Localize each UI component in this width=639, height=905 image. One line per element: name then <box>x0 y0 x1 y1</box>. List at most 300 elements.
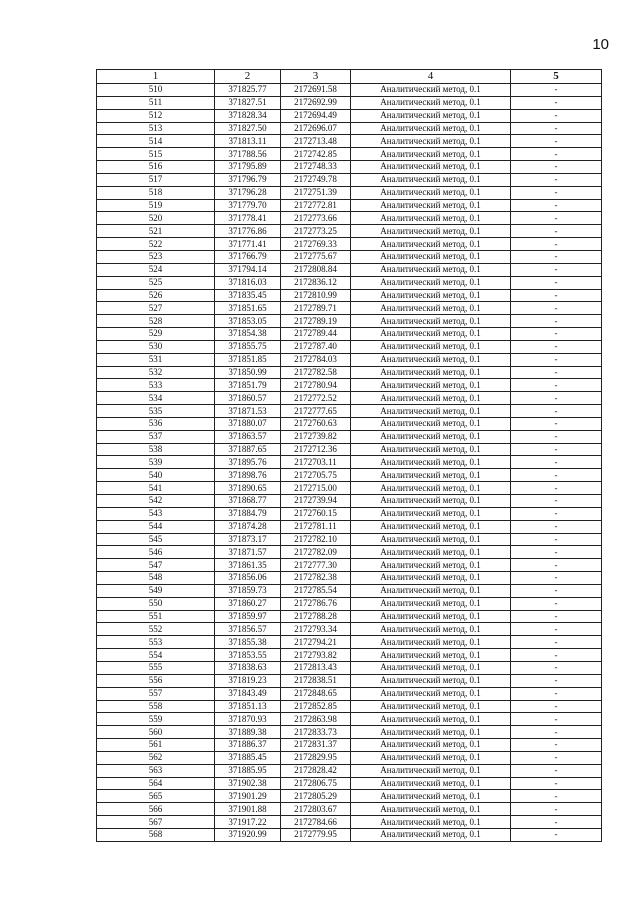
table-row <box>97 302 602 315</box>
table-row <box>97 726 602 739</box>
cell-y: 2172828.42 <box>281 764 351 777</box>
cell-point-number: 566 <box>97 803 215 816</box>
cell-method: Аналитический метод, 0.1 <box>351 700 511 713</box>
cell-method: Аналитический метод, 0.1 <box>351 610 511 623</box>
table-row <box>97 533 602 546</box>
cell-y: 2172789.71 <box>281 302 351 315</box>
cell-method: Аналитический метод, 0.1 <box>351 726 511 739</box>
table-row <box>97 328 602 341</box>
table-row <box>97 84 602 97</box>
cell-method: Аналитический метод, 0.1 <box>351 507 511 520</box>
table-row <box>97 674 602 687</box>
cell-description: - <box>511 777 602 790</box>
cell-description: - <box>511 482 602 495</box>
cell-point-number: 521 <box>97 225 215 238</box>
cell-method: Аналитический метод, 0.1 <box>351 623 511 636</box>
cell-method: Аналитический метод, 0.1 <box>351 135 511 148</box>
table-row <box>97 828 602 841</box>
cell-description: - <box>511 173 602 186</box>
cell-description: - <box>511 828 602 841</box>
cell-y: 2172777.65 <box>281 405 351 418</box>
cell-description: - <box>511 469 602 482</box>
cell-description: - <box>511 250 602 263</box>
table-row <box>97 546 602 559</box>
cell-x: 371901.29 <box>215 790 281 803</box>
cell-point-number: 510 <box>97 84 215 97</box>
cell-y: 2172785.54 <box>281 584 351 597</box>
table-row <box>97 430 602 443</box>
table-body <box>97 84 602 842</box>
cell-description: - <box>511 405 602 418</box>
cell-y: 2172779.95 <box>281 828 351 841</box>
cell-description: - <box>511 623 602 636</box>
cell-point-number: 533 <box>97 379 215 392</box>
cell-x: 371843.49 <box>215 687 281 700</box>
cell-method: Аналитический метод, 0.1 <box>351 225 511 238</box>
cell-y: 2172781.11 <box>281 520 351 533</box>
cell-x: 371835.45 <box>215 289 281 302</box>
cell-y: 2172749.78 <box>281 173 351 186</box>
cell-x: 371863.57 <box>215 430 281 443</box>
cell-description: - <box>511 212 602 225</box>
cell-method: Аналитический метод, 0.1 <box>351 584 511 597</box>
cell-point-number: 536 <box>97 417 215 430</box>
cell-x: 371851.79 <box>215 379 281 392</box>
cell-point-number: 512 <box>97 109 215 122</box>
cell-method: Аналитический метод, 0.1 <box>351 263 511 276</box>
cell-x: 371776.86 <box>215 225 281 238</box>
table-row <box>97 148 602 161</box>
cell-description: - <box>511 238 602 251</box>
cell-y: 2172784.03 <box>281 353 351 366</box>
cell-x: 371884.79 <box>215 507 281 520</box>
cell-y: 2172831.37 <box>281 739 351 752</box>
cell-description: - <box>511 96 602 109</box>
cell-y: 2172810.99 <box>281 289 351 302</box>
cell-point-number: 535 <box>97 405 215 418</box>
cell-method: Аналитический метод, 0.1 <box>351 751 511 764</box>
cell-y: 2172782.10 <box>281 533 351 546</box>
cell-method: Аналитический метод, 0.1 <box>351 816 511 829</box>
cell-method: Аналитический метод, 0.1 <box>351 315 511 328</box>
cell-method: Аналитический метод, 0.1 <box>351 456 511 469</box>
cell-description: - <box>511 199 602 212</box>
cell-point-number: 514 <box>97 135 215 148</box>
cell-y: 2172805.29 <box>281 790 351 803</box>
cell-x: 371860.57 <box>215 392 281 405</box>
cell-x: 371861.35 <box>215 559 281 572</box>
column-header-y: 3 <box>281 70 351 84</box>
cell-x: 371796.79 <box>215 173 281 186</box>
table-row <box>97 315 602 328</box>
cell-x: 371827.50 <box>215 122 281 135</box>
cell-description: - <box>511 674 602 687</box>
cell-x: 371825.77 <box>215 84 281 97</box>
cell-description: - <box>511 751 602 764</box>
cell-method: Аналитический метод, 0.1 <box>351 366 511 379</box>
cell-x: 371917.22 <box>215 816 281 829</box>
cell-point-number: 523 <box>97 250 215 263</box>
cell-y: 2172760.63 <box>281 417 351 430</box>
cell-x: 371851.65 <box>215 302 281 315</box>
cell-description: - <box>511 507 602 520</box>
cell-point-number: 559 <box>97 713 215 726</box>
cell-method: Аналитический метод, 0.1 <box>351 122 511 135</box>
table-row <box>97 353 602 366</box>
cell-x: 371788.56 <box>215 148 281 161</box>
cell-method: Аналитический метод, 0.1 <box>351 661 511 674</box>
cell-y: 2172775.67 <box>281 250 351 263</box>
cell-y: 2172772.52 <box>281 392 351 405</box>
cell-description: - <box>511 687 602 700</box>
cell-point-number: 556 <box>97 674 215 687</box>
table-row <box>97 713 602 726</box>
cell-description: - <box>511 610 602 623</box>
cell-y: 2172782.38 <box>281 572 351 585</box>
cell-y: 2172742.85 <box>281 148 351 161</box>
cell-method: Аналитический метод, 0.1 <box>351 289 511 302</box>
cell-x: 371795.89 <box>215 161 281 174</box>
cell-point-number: 548 <box>97 572 215 585</box>
cell-point-number: 516 <box>97 161 215 174</box>
cell-x: 371856.57 <box>215 623 281 636</box>
cell-x: 371890.65 <box>215 482 281 495</box>
cell-description: - <box>511 739 602 752</box>
cell-description: - <box>511 443 602 456</box>
coordinates-table <box>96 69 602 842</box>
table-row <box>97 790 602 803</box>
cell-description: - <box>511 700 602 713</box>
cell-method: Аналитический метод, 0.1 <box>351 572 511 585</box>
table-row <box>97 649 602 662</box>
cell-y: 2172793.34 <box>281 623 351 636</box>
cell-description: - <box>511 186 602 199</box>
cell-point-number: 557 <box>97 687 215 700</box>
cell-x: 371850.99 <box>215 366 281 379</box>
cell-y: 2172789.19 <box>281 315 351 328</box>
cell-x: 371851.85 <box>215 353 281 366</box>
table-row <box>97 238 602 251</box>
table-row <box>97 340 602 353</box>
table-row <box>97 405 602 418</box>
cell-y: 2172694.49 <box>281 109 351 122</box>
cell-x: 371838.63 <box>215 661 281 674</box>
table-row <box>97 764 602 777</box>
cell-point-number: 551 <box>97 610 215 623</box>
cell-y: 2172787.40 <box>281 340 351 353</box>
table-row <box>97 186 602 199</box>
cell-method: Аналитический метод, 0.1 <box>351 559 511 572</box>
cell-method: Аналитический метод, 0.1 <box>351 328 511 341</box>
cell-description: - <box>511 135 602 148</box>
cell-point-number: 564 <box>97 777 215 790</box>
cell-description: - <box>511 726 602 739</box>
cell-description: - <box>511 109 602 122</box>
cell-x: 371794.14 <box>215 263 281 276</box>
table-row <box>97 520 602 533</box>
column-header-point-number: 1 <box>97 70 215 84</box>
cell-description: - <box>511 340 602 353</box>
table-row <box>97 456 602 469</box>
cell-x: 371860.27 <box>215 597 281 610</box>
table-row <box>97 366 602 379</box>
table-row <box>97 469 602 482</box>
cell-y: 2172780.94 <box>281 379 351 392</box>
cell-method: Аналитический метод, 0.1 <box>351 250 511 263</box>
cell-description: - <box>511 584 602 597</box>
cell-y: 2172782.58 <box>281 366 351 379</box>
table-row <box>97 687 602 700</box>
table-row <box>97 495 602 508</box>
cell-point-number: 532 <box>97 366 215 379</box>
cell-point-number: 543 <box>97 507 215 520</box>
header-row <box>97 70 602 84</box>
cell-method: Аналитический метод, 0.1 <box>351 687 511 700</box>
cell-description: - <box>511 495 602 508</box>
cell-x: 371885.95 <box>215 764 281 777</box>
cell-point-number: 542 <box>97 495 215 508</box>
cell-point-number: 525 <box>97 276 215 289</box>
cell-point-number: 540 <box>97 469 215 482</box>
cell-point-number: 554 <box>97 649 215 662</box>
table-header <box>97 70 602 84</box>
cell-y: 2172692.99 <box>281 96 351 109</box>
cell-y: 2172769.33 <box>281 238 351 251</box>
cell-x: 371779.70 <box>215 199 281 212</box>
cell-method: Аналитический метод, 0.1 <box>351 764 511 777</box>
table-row <box>97 173 602 186</box>
cell-description: - <box>511 122 602 135</box>
cell-description: - <box>511 225 602 238</box>
cell-y: 2172793.82 <box>281 649 351 662</box>
cell-method: Аналитический метод, 0.1 <box>351 520 511 533</box>
cell-point-number: 520 <box>97 212 215 225</box>
table-row <box>97 739 602 752</box>
table-row <box>97 751 602 764</box>
cell-y: 2172789.44 <box>281 328 351 341</box>
cell-y: 2172836.12 <box>281 276 351 289</box>
cell-y: 2172691.58 <box>281 84 351 97</box>
cell-description: - <box>511 302 602 315</box>
cell-y: 2172806.75 <box>281 777 351 790</box>
cell-point-number: 562 <box>97 751 215 764</box>
table-row <box>97 584 602 597</box>
cell-description: - <box>511 597 602 610</box>
cell-method: Аналитический метод, 0.1 <box>351 392 511 405</box>
cell-point-number: 529 <box>97 328 215 341</box>
cell-description: - <box>511 559 602 572</box>
cell-point-number: 561 <box>97 739 215 752</box>
cell-y: 2172863.98 <box>281 713 351 726</box>
table-row <box>97 443 602 456</box>
cell-x: 371902.38 <box>215 777 281 790</box>
page-number: 10 <box>592 36 609 53</box>
table-row <box>97 803 602 816</box>
cell-method: Аналитический метод, 0.1 <box>351 379 511 392</box>
cell-y: 2172833.73 <box>281 726 351 739</box>
cell-description: - <box>511 533 602 546</box>
cell-x: 371871.57 <box>215 546 281 559</box>
cell-description: - <box>511 392 602 405</box>
cell-point-number: 524 <box>97 263 215 276</box>
column-header-description: 5 <box>511 70 602 84</box>
cell-y: 2172808.84 <box>281 263 351 276</box>
cell-description: - <box>511 366 602 379</box>
cell-y: 2172803.67 <box>281 803 351 816</box>
table-row <box>97 96 602 109</box>
cell-x: 371796.28 <box>215 186 281 199</box>
cell-description: - <box>511 456 602 469</box>
table-row <box>97 777 602 790</box>
cell-method: Аналитический метод, 0.1 <box>351 649 511 662</box>
cell-point-number: 518 <box>97 186 215 199</box>
cell-y: 2172782.09 <box>281 546 351 559</box>
cell-method: Аналитический метод, 0.1 <box>351 803 511 816</box>
table-row <box>97 661 602 674</box>
cell-description: - <box>511 546 602 559</box>
cell-x: 371898.76 <box>215 469 281 482</box>
cell-y: 2172813.43 <box>281 661 351 674</box>
cell-method: Аналитический метод, 0.1 <box>351 430 511 443</box>
cell-point-number: 517 <box>97 173 215 186</box>
cell-method: Аналитический метод, 0.1 <box>351 199 511 212</box>
cell-method: Аналитический метод, 0.1 <box>351 417 511 430</box>
cell-method: Аналитический метод, 0.1 <box>351 739 511 752</box>
table-row <box>97 250 602 263</box>
cell-x: 371819.23 <box>215 674 281 687</box>
cell-point-number: 530 <box>97 340 215 353</box>
cell-method: Аналитический метод, 0.1 <box>351 96 511 109</box>
cell-method: Аналитический метод, 0.1 <box>351 84 511 97</box>
cell-method: Аналитический метод, 0.1 <box>351 533 511 546</box>
cell-x: 371813.11 <box>215 135 281 148</box>
cell-x: 371853.55 <box>215 649 281 662</box>
cell-method: Аналитический метод, 0.1 <box>351 161 511 174</box>
cell-method: Аналитический метод, 0.1 <box>351 109 511 122</box>
cell-description: - <box>511 315 602 328</box>
table-row <box>97 161 602 174</box>
cell-x: 371854.38 <box>215 328 281 341</box>
table-row <box>97 263 602 276</box>
cell-y: 2172777.30 <box>281 559 351 572</box>
cell-description: - <box>511 328 602 341</box>
cell-x: 371766.79 <box>215 250 281 263</box>
cell-point-number: 528 <box>97 315 215 328</box>
cell-x: 371873.17 <box>215 533 281 546</box>
cell-point-number: 531 <box>97 353 215 366</box>
cell-method: Аналитический метод, 0.1 <box>351 353 511 366</box>
cell-x: 371828.34 <box>215 109 281 122</box>
cell-y: 2172838.51 <box>281 674 351 687</box>
cell-y: 2172794.21 <box>281 636 351 649</box>
table-row <box>97 482 602 495</box>
cell-y: 2172829.95 <box>281 751 351 764</box>
cell-description: - <box>511 430 602 443</box>
cell-description: - <box>511 790 602 803</box>
cell-point-number: 568 <box>97 828 215 841</box>
cell-method: Аналитический метод, 0.1 <box>351 276 511 289</box>
cell-point-number: 511 <box>97 96 215 109</box>
table-row <box>97 816 602 829</box>
cell-method: Аналитический метод, 0.1 <box>351 302 511 315</box>
table-row <box>97 559 602 572</box>
cell-point-number: 560 <box>97 726 215 739</box>
cell-description: - <box>511 520 602 533</box>
cell-y: 2172784.66 <box>281 816 351 829</box>
cell-y: 2172703.11 <box>281 456 351 469</box>
table-row <box>97 109 602 122</box>
cell-x: 371880.07 <box>215 417 281 430</box>
cell-x: 371827.51 <box>215 96 281 109</box>
cell-y: 2172773.66 <box>281 212 351 225</box>
cell-description: - <box>511 713 602 726</box>
cell-point-number: 539 <box>97 456 215 469</box>
cell-point-number: 563 <box>97 764 215 777</box>
cell-method: Аналитический метод, 0.1 <box>351 340 511 353</box>
cell-y: 2172705.75 <box>281 469 351 482</box>
cell-method: Аналитический метод, 0.1 <box>351 238 511 251</box>
cell-x: 371853.05 <box>215 315 281 328</box>
cell-x: 371920.99 <box>215 828 281 841</box>
cell-method: Аналитический метод, 0.1 <box>351 173 511 186</box>
cell-y: 2172786.76 <box>281 597 351 610</box>
cell-x: 371901.88 <box>215 803 281 816</box>
cell-method: Аналитический метод, 0.1 <box>351 636 511 649</box>
cell-point-number: 553 <box>97 636 215 649</box>
cell-point-number: 546 <box>97 546 215 559</box>
cell-x: 371856.06 <box>215 572 281 585</box>
cell-description: - <box>511 816 602 829</box>
cell-y: 2172773.25 <box>281 225 351 238</box>
cell-description: - <box>511 649 602 662</box>
cell-x: 371887.65 <box>215 443 281 456</box>
cell-point-number: 534 <box>97 392 215 405</box>
cell-y: 2172848.65 <box>281 687 351 700</box>
cell-y: 2172713.48 <box>281 135 351 148</box>
cell-description: - <box>511 661 602 674</box>
cell-method: Аналитический метод, 0.1 <box>351 790 511 803</box>
cell-y: 2172788.28 <box>281 610 351 623</box>
cell-method: Аналитический метод, 0.1 <box>351 777 511 790</box>
cell-method: Аналитический метод, 0.1 <box>351 186 511 199</box>
table-row <box>97 507 602 520</box>
cell-description: - <box>511 764 602 777</box>
cell-point-number: 522 <box>97 238 215 251</box>
cell-method: Аналитический метод, 0.1 <box>351 469 511 482</box>
table-row <box>97 597 602 610</box>
cell-method: Аналитический метод, 0.1 <box>351 443 511 456</box>
cell-description: - <box>511 289 602 302</box>
cell-method: Аналитический метод, 0.1 <box>351 597 511 610</box>
cell-y: 2172852.85 <box>281 700 351 713</box>
cell-x: 371859.97 <box>215 610 281 623</box>
cell-description: - <box>511 148 602 161</box>
cell-x: 371851.13 <box>215 700 281 713</box>
table-row <box>97 212 602 225</box>
cell-y: 2172739.82 <box>281 430 351 443</box>
cell-point-number: 565 <box>97 790 215 803</box>
table-row <box>97 276 602 289</box>
table-row <box>97 417 602 430</box>
cell-point-number: 538 <box>97 443 215 456</box>
cell-x: 371868.77 <box>215 495 281 508</box>
cell-method: Аналитический метод, 0.1 <box>351 713 511 726</box>
cell-x: 371855.38 <box>215 636 281 649</box>
cell-description: - <box>511 263 602 276</box>
cell-y: 2172715.00 <box>281 482 351 495</box>
table-row <box>97 623 602 636</box>
table-row <box>97 289 602 302</box>
